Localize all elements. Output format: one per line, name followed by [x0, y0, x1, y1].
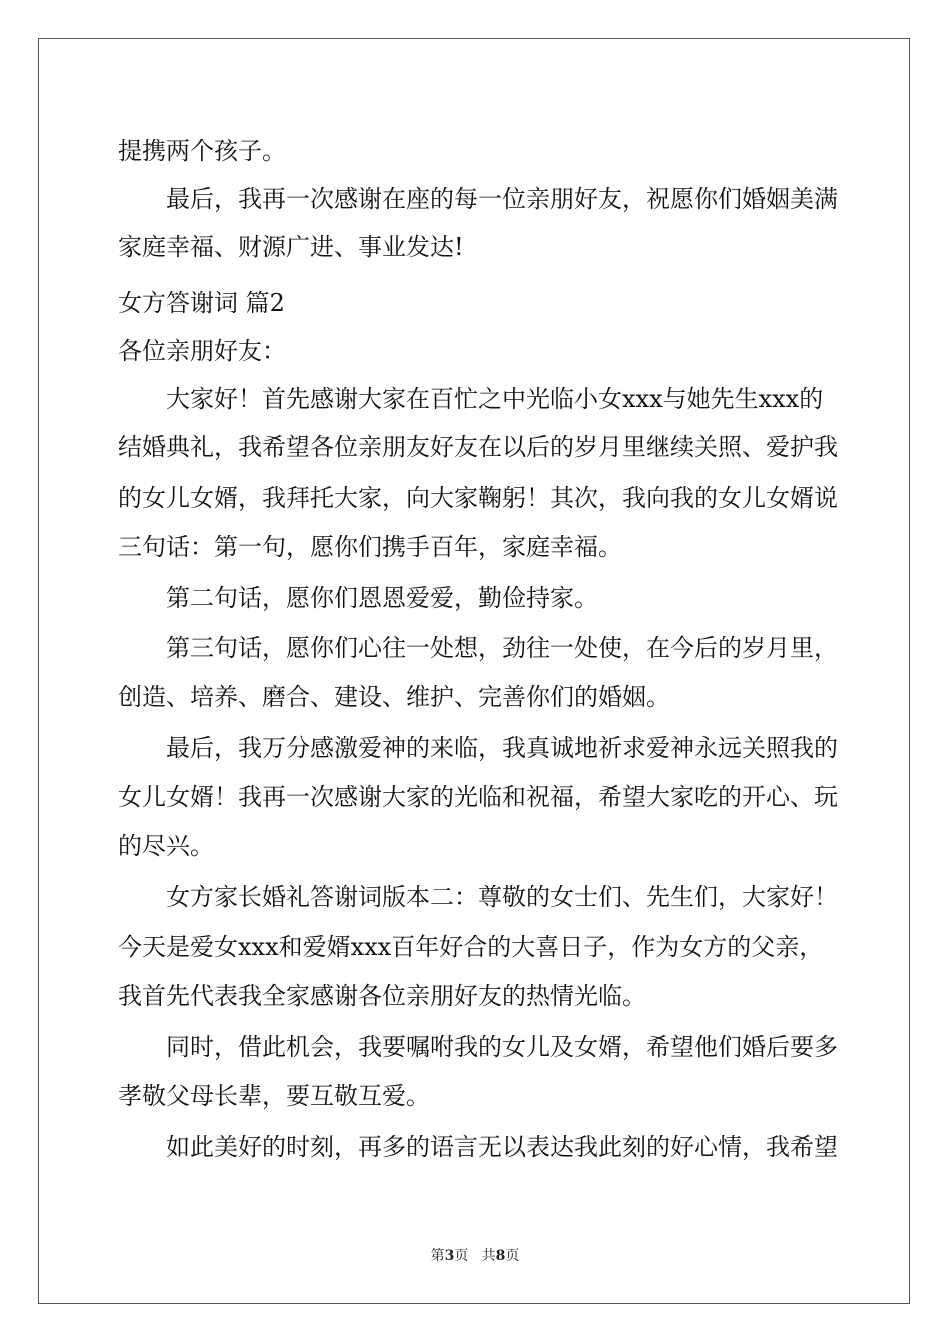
text-line-15: 的尽兴。: [118, 832, 214, 860]
text-line-21: 如此美好的时刻，再多的语言无以表达我此刻的好心情，我希望: [166, 1133, 838, 1161]
total-suffix: 页: [505, 1248, 520, 1264]
total-prefix: 共: [481, 1248, 496, 1264]
text-line-14: 女儿女婿！我再一次感谢大家的光临和祝福，希望大家吃的开心、玩: [118, 783, 838, 811]
text-line-7: 结婚典礼，我希望各位亲朋友好友在以后的岁月里继续关照、爱护我: [118, 433, 838, 461]
total-pages: 8: [495, 1248, 506, 1264]
page-suffix: 页: [454, 1248, 469, 1264]
text-line-10: 第二句话，愿你们恩恩爱爱，勤俭持家。: [166, 584, 598, 612]
text-line-6: 大家好！首先感谢大家在百忙之中光临小女xxx与她先生xxx的: [166, 385, 824, 413]
page-border: [38, 38, 910, 1304]
text-line-2: 最后，我再一次感谢在座的每一位亲朋好友，祝愿你们婚姻美满: [166, 185, 838, 213]
text-line-13: 最后，我万分感激爱神的来临，我真诚地祈求爱神永远关照我的: [166, 734, 838, 762]
text-line-18: 我首先代表我全家感谢各位亲朋好友的热情光临。: [118, 982, 646, 1010]
text-line-12: 创造、培养、磨合、建设、维护、完善你们的婚姻。: [118, 683, 670, 711]
page-footer: [0, 1247, 950, 1265]
text-line-1: 提携两个孩子。: [118, 137, 286, 165]
page-prefix: 第: [430, 1248, 445, 1264]
text-line-11: 第三句话，愿你们心往一处想，劲往一处使，在今后的岁月里，: [166, 634, 838, 662]
section-heading: 女方答谢词 篇2: [118, 289, 285, 317]
text-line-17: 今天是爱女xxx和爱婿xxx百年好合的大喜日子，作为女方的父亲，: [118, 933, 824, 961]
text-line-16: 女方家长婚礼答谢词版本二：尊敬的女士们、先生们，大家好！: [166, 883, 838, 911]
text-line-20: 孝敬父母长辈，要互敬互爱。: [118, 1082, 430, 1110]
page-number: 3: [444, 1248, 455, 1264]
text-line-8: 的女儿女婿，我拜托大家，向大家鞠躬！其次，我向我的女儿女婿说: [118, 484, 838, 512]
text-line-9: 三句话：第一句，愿你们携手百年，家庭幸福。: [118, 533, 622, 561]
text-line-19: 同时，借此机会，我要嘱咐我的女儿及女婿，希望他们婚后要多: [166, 1033, 838, 1061]
salutation: 各位亲朋好友：: [118, 337, 286, 365]
text-line-3: 家庭幸福、财源广进、事业发达!: [118, 233, 464, 261]
